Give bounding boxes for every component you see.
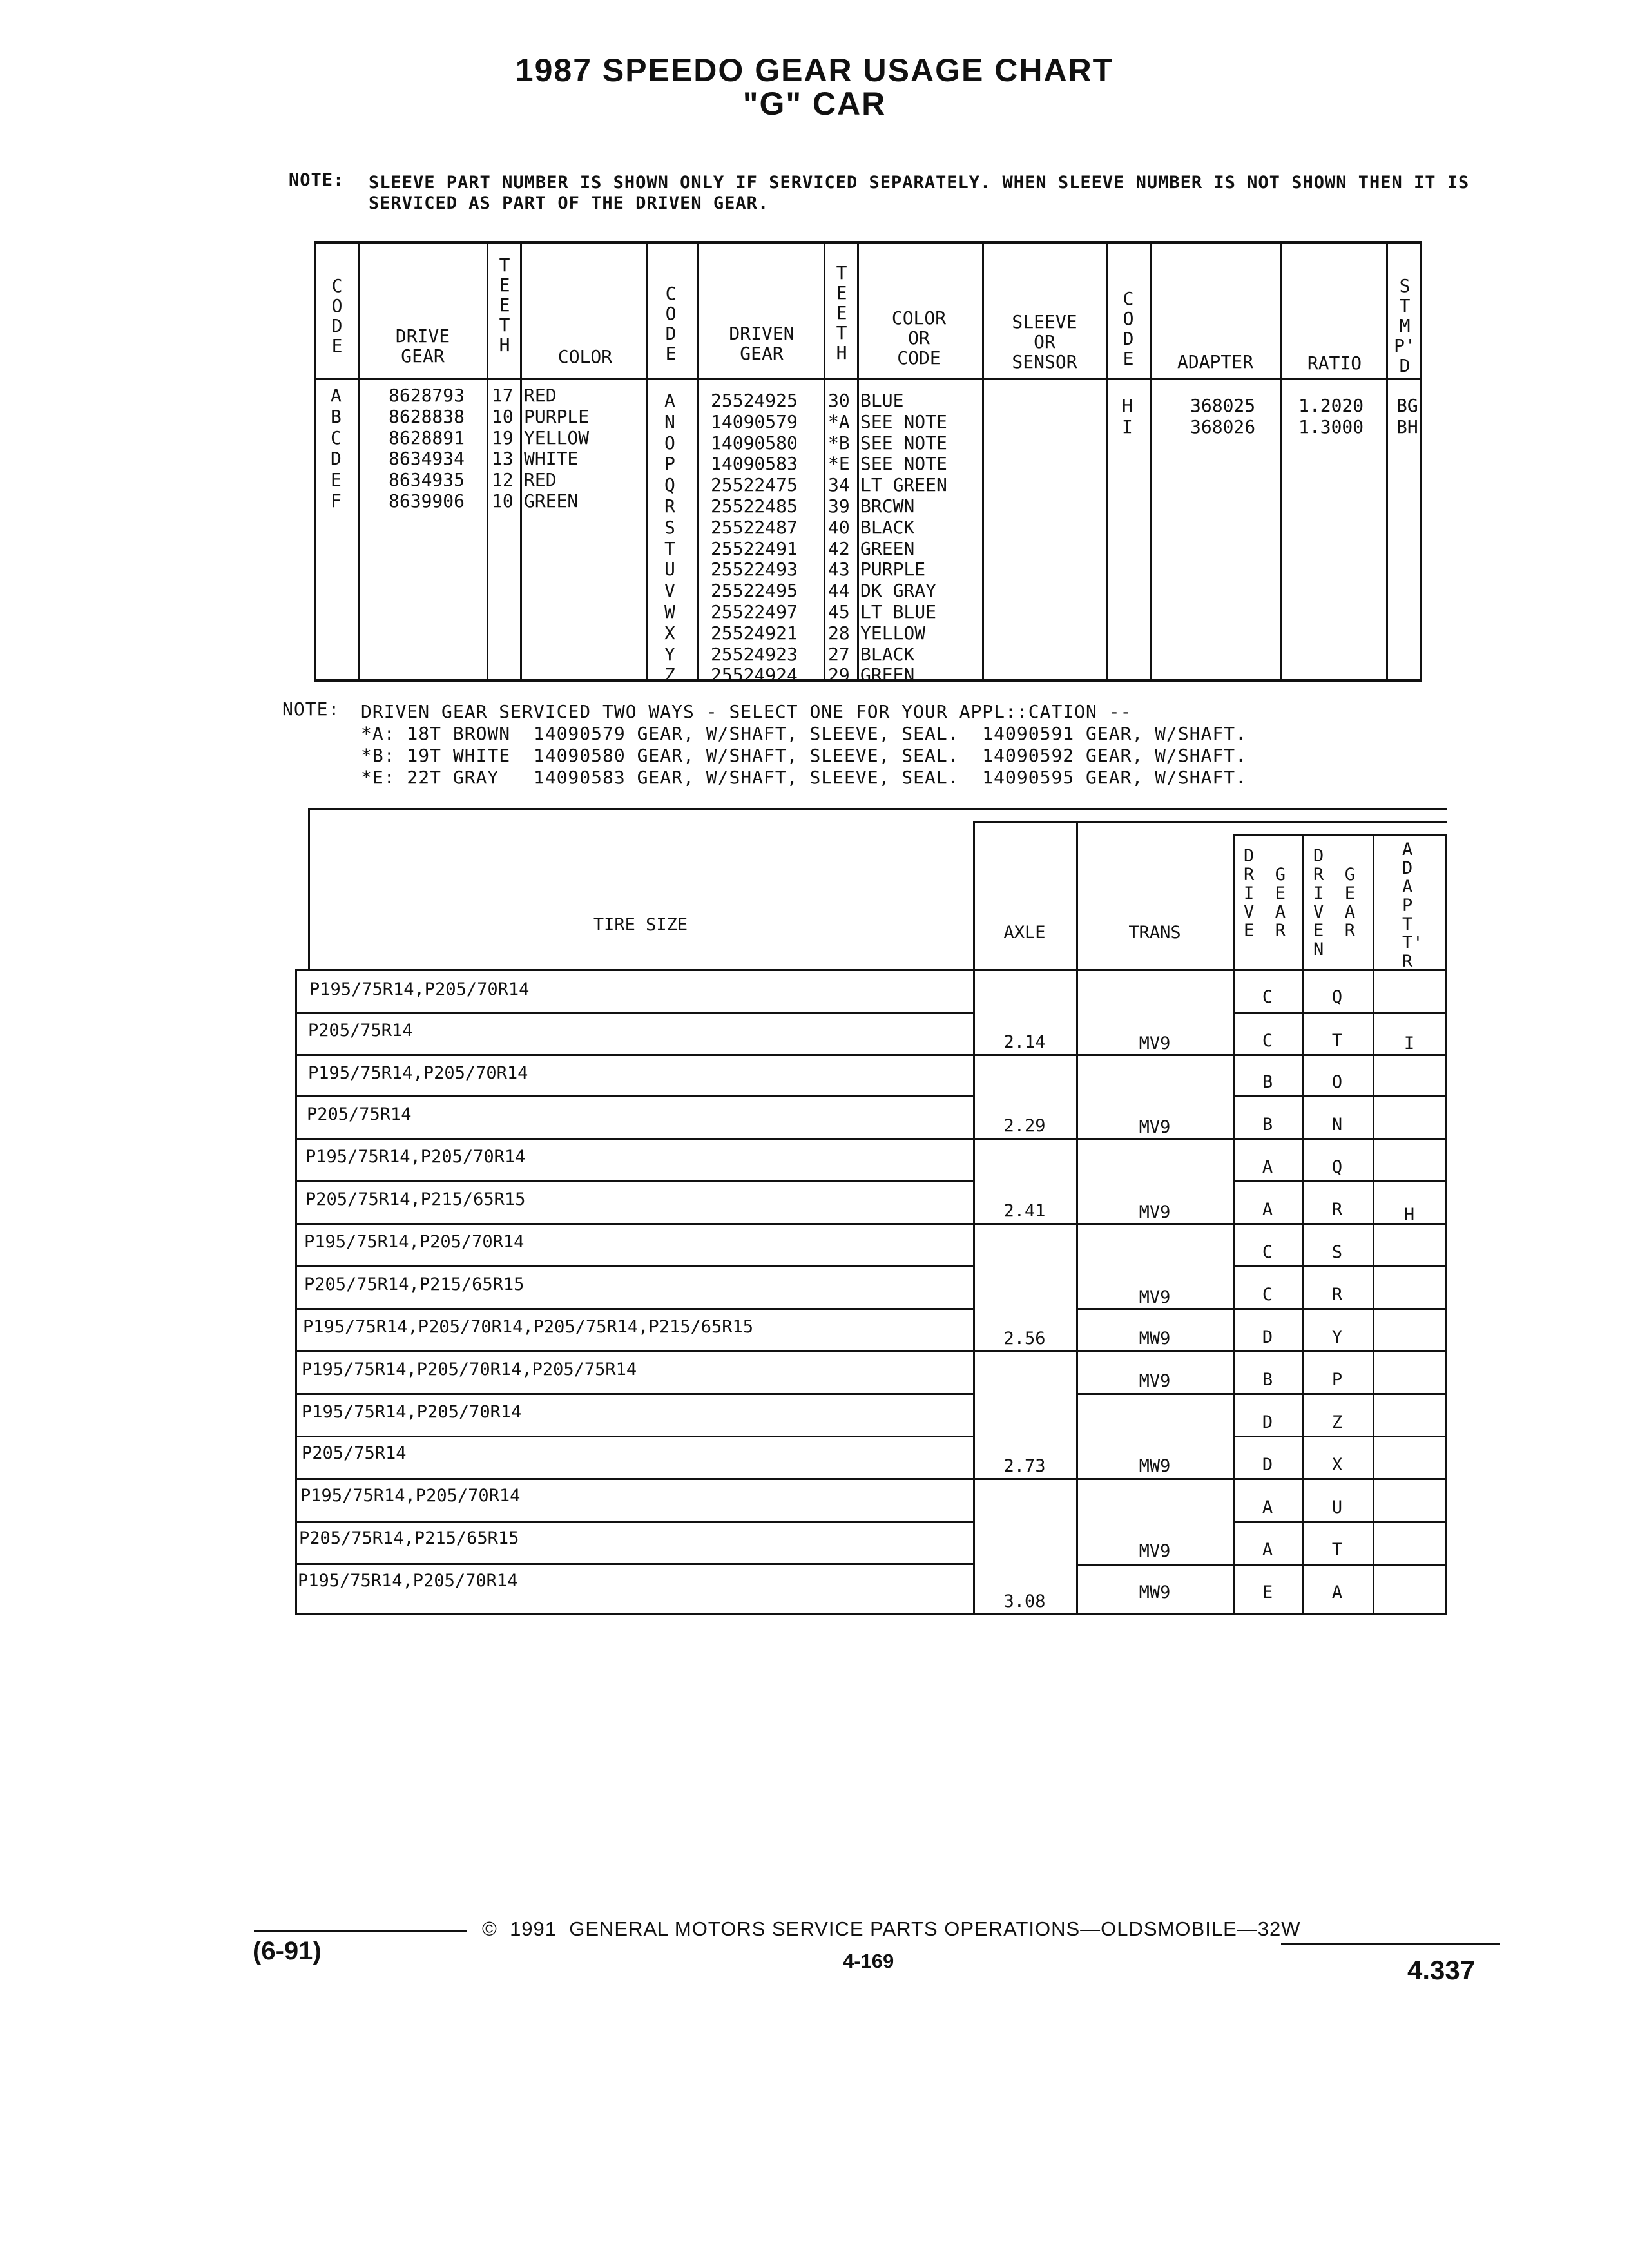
driven-gear-code: S — [1331, 1242, 1343, 1262]
drive-gear-numbers: 8628793 8628838 8628891 8634934 8634935 8639906 — [389, 385, 465, 512]
footer-rule-left — [254, 1930, 467, 1932]
header-trans: TRANS — [1128, 923, 1181, 943]
header-adaptr: A D A P T T' R — [1402, 840, 1423, 972]
header-drive-gear: DRIVE GEAR — [395, 325, 450, 367]
drive-gear-code: B — [1262, 1115, 1273, 1135]
drive-gear-code: B — [1262, 1072, 1273, 1092]
note-label: NOTE: — [289, 170, 345, 190]
note-text-line2: SERVICED AS PART OF THE DRIVEN GEAR. — [369, 193, 769, 213]
note-text-line1: SLEEVE PART NUMBER IS SHOWN ONLY IF SERVICED SEPARATELY. WHEN SLEEVE NUMBER IS NOT SHOWN THEN IT IS — [369, 173, 1470, 193]
note2-label: NOTE: — [282, 698, 340, 720]
tire-row: P205/75R14 — [302, 1443, 407, 1463]
drive-gear-code: B — [1262, 1370, 1273, 1390]
driven-gear-code: T — [1331, 1540, 1343, 1560]
adapter-codes: H I — [1122, 395, 1133, 437]
trans-code: MV9 — [1139, 1117, 1171, 1137]
tire-row: P205/75R14 — [307, 1104, 412, 1124]
tire-row: P205/75R14,P215/65R15 — [304, 1274, 525, 1294]
drive-gear-code: C — [1262, 1285, 1273, 1305]
header-code: C O D E — [331, 275, 343, 356]
stamped-codes: BG BH — [1396, 395, 1418, 437]
drive-gear-code: C — [1262, 1031, 1273, 1051]
tire-row: P195/75R14,P205/70R14,P205/75R14 — [302, 1360, 637, 1379]
drive-gear-code: D — [1262, 1455, 1273, 1475]
axle-ratio: 3.08 — [1003, 1591, 1046, 1611]
footer-page-code: 4-169 — [843, 1950, 894, 1972]
header-driven-gear: D R G I E V A E R N — [1313, 846, 1356, 959]
note2-line3: *B: 19T WHITE 14090580 GEAR, W/SHAFT, SLEEVE, SEAL. 14090592 GEAR, W/SHAFT. — [361, 745, 1248, 766]
axle-ratio: 2.14 — [1003, 1032, 1046, 1052]
trans-code: MW9 — [1139, 1582, 1171, 1602]
header-driven-gear: DRIVEN GEAR — [729, 323, 795, 364]
trans-code: MW9 — [1139, 1456, 1171, 1476]
adapter-code: H — [1403, 1205, 1415, 1225]
footer-copyright: © 1991 GENERAL MOTORS SERVICE PARTS OPERATIONS—OLDSMOBILE—32W — [482, 1917, 1301, 1940]
header-teeth: T E E T H — [499, 255, 510, 356]
tire-row: P195/75R14,P205/70R14 — [308, 1063, 528, 1083]
gear-table — [314, 241, 1422, 686]
driven-gear-code: O — [1331, 1072, 1343, 1092]
header-ratio: RATIO — [1307, 352, 1362, 374]
trans-code: MV9 — [1139, 1287, 1171, 1307]
header-axle: AXLE — [1003, 923, 1046, 943]
trans-code: MV9 — [1139, 1033, 1171, 1053]
header-drive-gear: D R G I E V A E R — [1244, 846, 1286, 941]
driven-gear-code: A — [1331, 1582, 1343, 1602]
tire-row: P195/75R14,P205/70R14 — [300, 1486, 521, 1506]
drive-codes: A B C D E F — [331, 385, 342, 512]
header-color: COLOR — [557, 346, 613, 367]
driven-gear-code: R — [1331, 1200, 1343, 1220]
trans-code: MV9 — [1139, 1371, 1171, 1391]
adapter-code: I — [1403, 1033, 1415, 1053]
drive-gear-code: A — [1262, 1497, 1273, 1517]
driven-gear-code: P — [1331, 1370, 1343, 1390]
note2-line2: *A: 18T BROWN 14090579 GEAR, W/SHAFT, SLEEVE, SEAL. 14090591 GEAR, W/SHAFT. — [361, 723, 1248, 744]
driven-gear-code: N — [1331, 1115, 1343, 1135]
note2-line1: DRIVEN GEAR SERVICED TWO WAYS - SELECT ONE FOR YOUR APPL::CATION -- — [361, 701, 1132, 722]
header-color-or-code: COLOR OR CODE — [891, 307, 947, 369]
driven-gear-code: Z — [1331, 1412, 1343, 1432]
page-subtitle: "G" CAR — [742, 86, 887, 122]
drive-gear-code: E — [1262, 1582, 1273, 1602]
drive-gear-code: A — [1262, 1200, 1273, 1220]
header-adapter: ADAPTER — [1177, 351, 1253, 372]
tire-row: P195/75R14,P205/70R14 — [304, 1232, 525, 1252]
header-stamped: S T M P' D — [1394, 275, 1416, 376]
driven-gear-code: R — [1331, 1285, 1343, 1305]
driven-teeth: 30 *A *B *E 34 39 40 42 43 44 45 28 27 29 — [828, 390, 850, 686]
adapter-numbers: 368025 368026 — [1190, 395, 1256, 437]
drive-gear-code: A — [1262, 1157, 1273, 1177]
header-tire-size: TIRE SIZE — [593, 915, 688, 935]
tire-row: P205/75R14,P215/65R15 — [299, 1528, 519, 1548]
driven-gear-code: T — [1331, 1031, 1343, 1051]
ratios: 1.2020 1.3000 — [1298, 395, 1364, 437]
tire-row: P195/75R14,P205/70R14 — [305, 1147, 526, 1167]
axle-ratio: 2.56 — [1003, 1329, 1046, 1349]
axle-ratio: 2.73 — [1003, 1456, 1046, 1476]
driven-gear-code: Y — [1331, 1327, 1343, 1347]
drive-gear-code: C — [1262, 987, 1273, 1007]
drive-gear-code: D — [1262, 1327, 1273, 1347]
header-sleeve-or-sensor: SLEEVE OR SENSOR — [1012, 311, 1077, 372]
driven-gear-code: Q — [1331, 1157, 1343, 1177]
trans-code: MV9 — [1139, 1541, 1171, 1561]
footer-page-number: 4.337 — [1407, 1955, 1476, 1985]
tire-row: P205/75R14 — [308, 1021, 413, 1041]
driven-gear-numbers: 25524925 14090579 14090580 14090583 25522475 25522485 25522487 25522491 25522493 25522495 25522497 25524921 25524923 25524924 — [711, 390, 798, 686]
driven-gear-code: Q — [1331, 987, 1343, 1007]
footer-rule-right — [1281, 1943, 1500, 1945]
tire-row: P205/75R14,P215/65R15 — [305, 1189, 526, 1209]
footer-date: (6-91) — [253, 1937, 322, 1965]
usage-table — [295, 808, 1447, 1616]
drive-gear-code: A — [1262, 1540, 1273, 1560]
tire-row: P195/75R14,P205/70R14 — [309, 979, 530, 999]
page-title: 1987 SPEEDO GEAR USAGE CHART — [515, 52, 1114, 88]
drive-colors: RED PURPLE YELLOW WHITE RED GREEN — [524, 385, 590, 512]
axle-ratio: 2.41 — [1003, 1201, 1046, 1221]
driven-gear-code: X — [1331, 1455, 1343, 1475]
drive-gear-code: C — [1262, 1242, 1273, 1262]
axle-ratio: 2.29 — [1003, 1116, 1046, 1136]
drive-gear-code: D — [1262, 1412, 1273, 1432]
header-driven-code: C O D E — [665, 283, 677, 364]
tire-row: P195/75R14,P205/70R14,P205/75R14,P215/65R15 — [303, 1317, 753, 1337]
trans-code: MW9 — [1139, 1329, 1171, 1349]
tire-row: P195/75R14,P205/70R14 — [302, 1402, 522, 1422]
drive-teeth: 17 10 19 13 12 10 — [492, 385, 514, 512]
header-driven-teeth: T E E T H — [836, 262, 847, 363]
driven-gear-code: U — [1331, 1497, 1343, 1517]
driven-colors: BLUE SEE NOTE SEE NOTE SEE NOTE LT GREEN BRCWN BLACK GREEN PURPLE DK GRAY LT BLUE YELLOW BLACK GREEN — [860, 390, 947, 686]
tire-row: P195/75R14,P205/70R14 — [298, 1571, 518, 1591]
driven-codes: A N O P Q R S T U V W X Y Z — [664, 390, 675, 686]
note2-line4: *E: 22T GRAY 14090583 GEAR, W/SHAFT, SLEEVE, SEAL. 14090595 GEAR, W/SHAFT. — [361, 767, 1248, 788]
header-adapter-code: C O D E — [1123, 288, 1134, 369]
trans-code: MV9 — [1139, 1202, 1171, 1222]
